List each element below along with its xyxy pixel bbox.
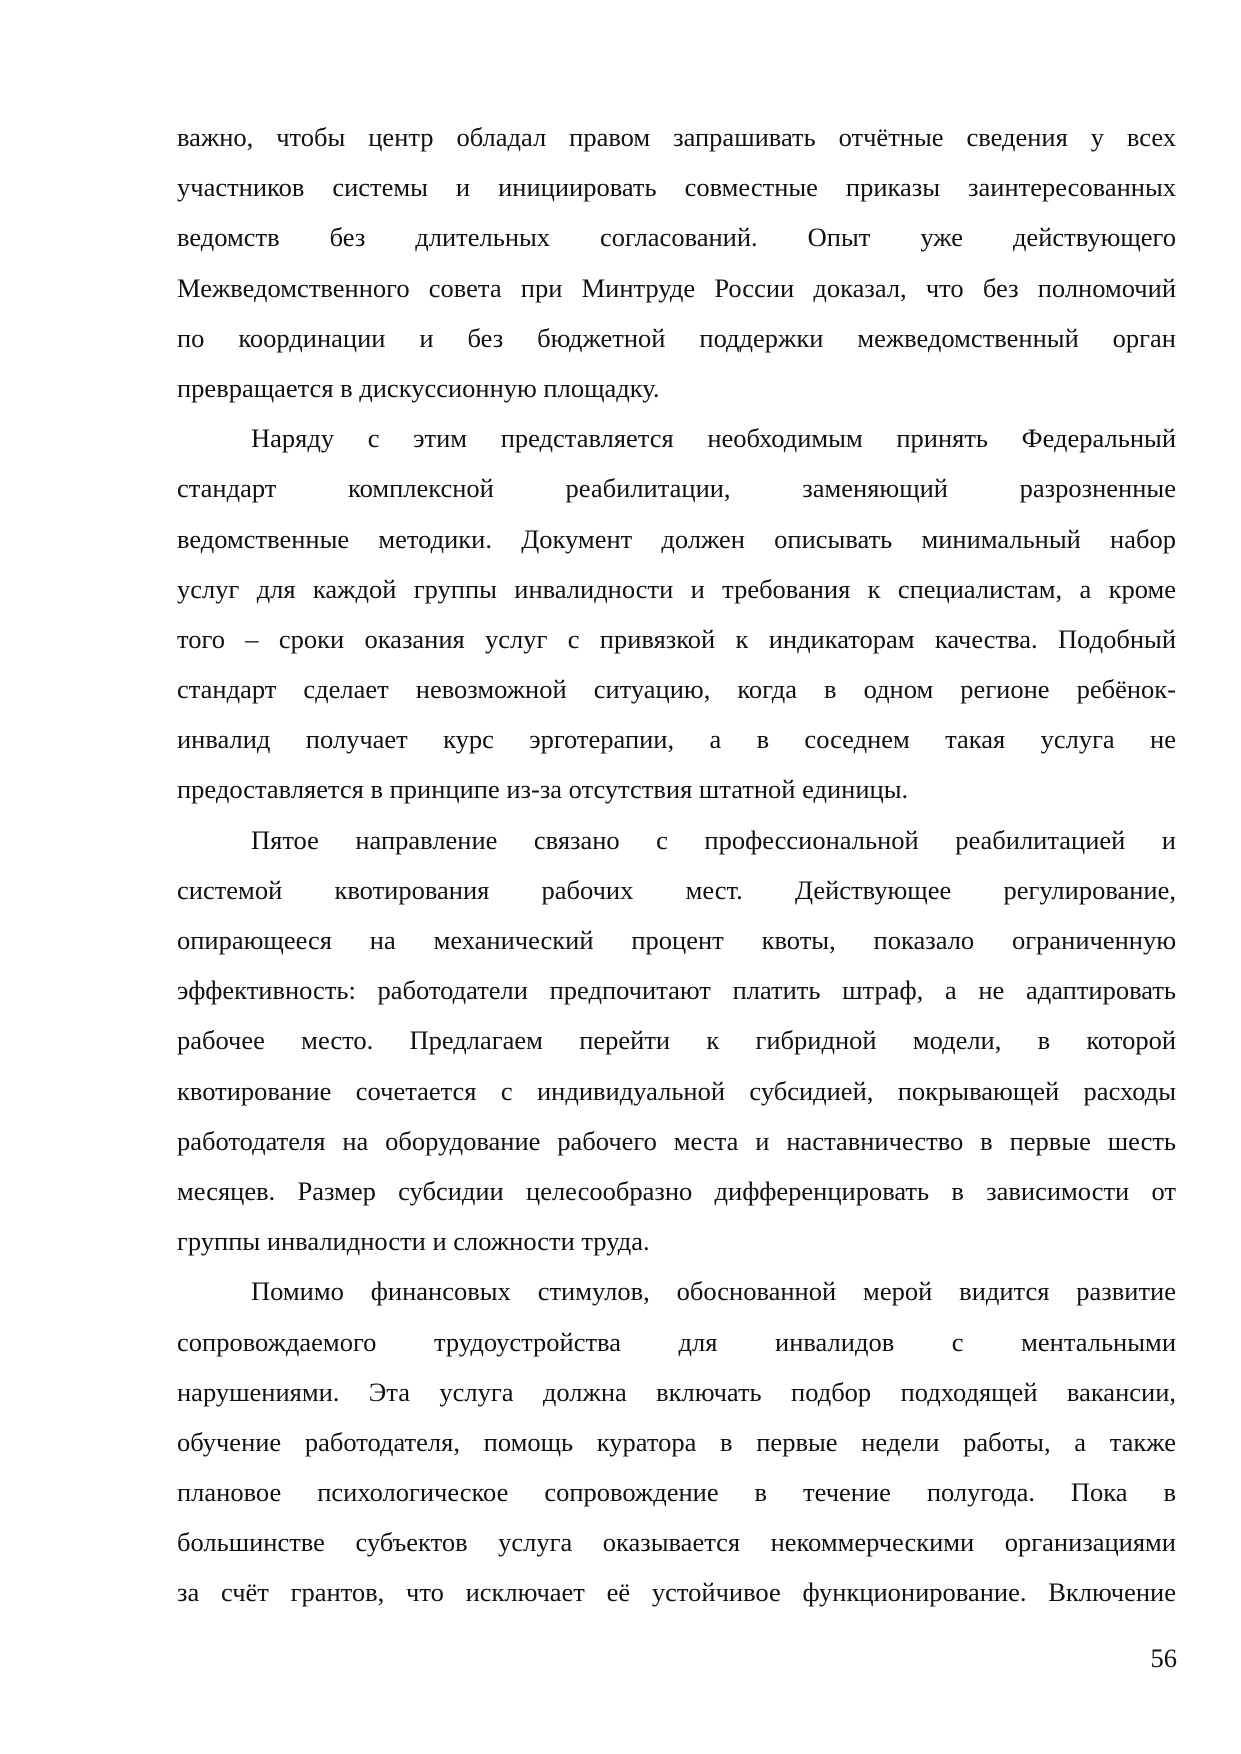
text-line: обучение работодателя, помощь куратора в первые недели работы, а также [177,1426,1176,1457]
text-line: важно, чтобы центр обладал правом запрашивать отчётные сведения у всех [177,122,1176,152]
text-line: месяцев. Размер субсидии целесообразно дифференцировать в зависимости от [177,1175,1176,1206]
text-line: превращается в дискуссионную площадку. [177,372,660,403]
text-line: ведомств без длительных согласований. Опыт уже действующего [177,222,1176,253]
text-line: предоставляется в принципе из-за отсутствия штатной единицы. [177,774,909,805]
text-line: рабочее место. Предлагаем перейти к гибридной модели, в которой [177,1025,1176,1056]
paragraph-first-line: Помимо финансовых стимулов, обоснованной мерой видится развитие [251,1276,1176,1307]
text-line: по координации и без бюджетной поддержки межведомственный орган [177,322,1176,353]
text-line: сопровождаемого трудоустройства для инвалидов с ментальными [177,1326,1176,1357]
paragraph-first-line: Пятое направление связано с профессиональной реабилитацией и [251,824,1176,855]
text-line: того – сроки оказания услуг с привязкой к индикаторам качества. Подобный [177,623,1176,654]
text-line: группы инвалидности и сложности труда. [177,1226,650,1257]
paragraph-first-line: Наряду с этим представляется необходимым принять Федеральный [251,423,1176,454]
text-line: большинстве субъектов услуга оказывается некоммерческими организациями [177,1527,1176,1558]
text-line: за счёт грантов, что исключает её устойчивое функционирование. Включение [177,1577,1176,1608]
text-line: квотирование сочетается с индивидуальной субсидией, покрывающей расходы [177,1075,1176,1106]
text-line: участников системы и инициировать совместные приказы заинтересованных [177,172,1176,203]
text-line: стандарт сделает невозможной ситуацию, когда в одном регионе ребёнок- [177,674,1176,705]
text-line: плановое психологическое сопровождение в течение полугода. Пока в [177,1477,1176,1508]
body-text [177,112,1176,1618]
text-line: опирающееся на механический процент квоты, показало ограниченную [177,925,1176,955]
page-number: 56 [1150,1643,1177,1673]
text-line: нарушениями. Эта услуга должна включать подбор подходящей вакансии, [177,1376,1176,1407]
text-line: инвалид получает курс эрготерапии, а в соседнем такая услуга не [177,724,1176,755]
text-line: Межведомственного совета при Минтруде России доказал, что без полномочий [177,272,1176,303]
text-line: системой квотирования рабочих мест. Действующее регулирование, [177,874,1176,905]
text-line: работодателя на оборудование рабочего места и наставничество в первые шесть [177,1125,1176,1156]
text-line: стандарт комплексной реабилитации, заменяющий разрозненные [177,473,1176,504]
text-line: ведомственные методики. Документ должен описывать минимальный набор [177,523,1176,554]
text-line: услуг для каждой группы инвалидности и требования к специалистам, а кроме [177,573,1176,604]
text-line: эффективность: работодатели предпочитают платить штраф, а не адаптировать [177,975,1176,1006]
